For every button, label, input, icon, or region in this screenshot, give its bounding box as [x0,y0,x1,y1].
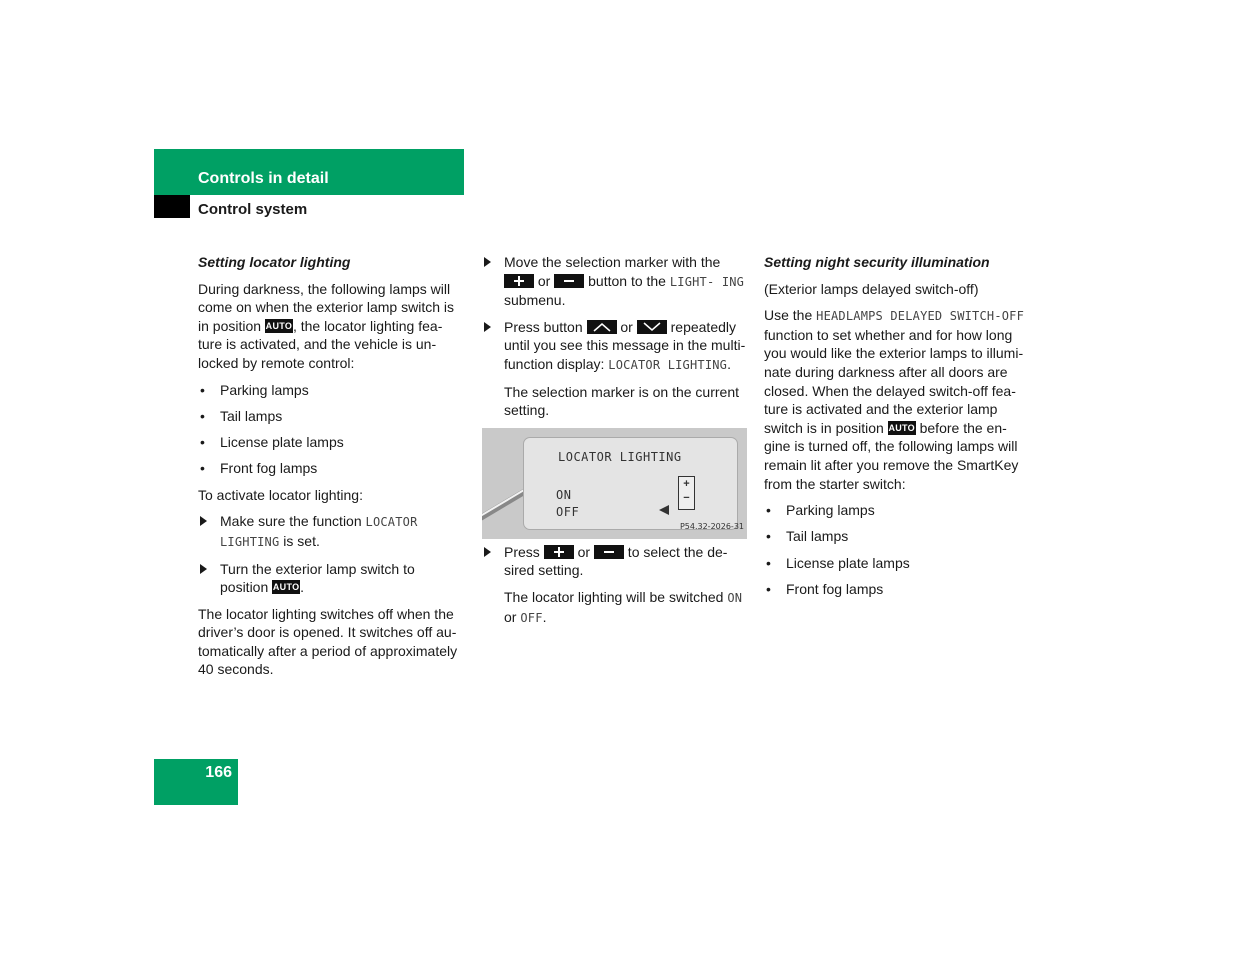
list-item: • Tail lamps [764,527,1034,546]
multifunction-display-figure [482,428,747,539]
step-arrow-icon [200,564,207,574]
list-item: • License plate lamps [198,433,464,452]
list-item: • Parking lamps [764,501,1034,520]
display-text: LOCATOR LIGHTING [608,357,728,372]
paragraph-outro: The locator lighting switches off when the driver’s door is opened. It switches off au- tomatically after a period of approximately 40 seconds. [198,605,458,678]
display-text: LOCATOR LIGHTING [220,515,418,549]
auto-switch-icon: AUTO [888,423,915,434]
heading-night-security: Setting night security illumination [764,254,990,270]
display-text: OFF [520,610,543,625]
plus-icon [544,545,574,559]
auto-switch-icon: AUTO [272,582,300,593]
result-note: The locator lighting will be switched ON or OFF. [504,588,743,625]
figure-code: P54.32-2026-31 [679,522,744,532]
display-minus: − [683,491,690,504]
display-option-off: OFF [556,504,580,519]
paragraph-night-security: Use the HEADLAMPS DELAYED SWITCH-OFF function to set whether and for how long you would like the exterior lamps to illumi- nate during darkness after all doors are closed. When the delayed switch-off fea- ture is activated and the exterior lamp switch is in position AUTO before the en- gine is turned off, the following lamps will remain lit after you remove the SmartKey from the starter switch: [764,307,1025,492]
column-night-security [764,253,1034,606]
lcd-screen [523,437,738,530]
minus-icon [554,274,584,288]
display-text: LIGHT- ING [669,274,745,289]
up-arrow-icon [587,320,617,334]
display-text: ON [727,590,743,605]
step-arrow-icon [484,547,491,557]
lamp-list [764,501,1034,598]
list-item: • Tail lamps [198,407,464,426]
step-press-arrows: Press button or repeatedly until you see this message in the multi- function display: LOCATOR LIGHTING. [482,318,748,375]
list-item: • Parking lamps [198,381,464,400]
activate-label: To activate locator lighting: [198,486,363,503]
display-title: LOCATOR LIGHTING [558,449,682,464]
step-arrow-icon [484,322,491,332]
heading-locator-lighting: Setting locator lighting [198,254,351,270]
plus-icon [504,274,534,288]
list-item: • Front fog lamps [764,580,1034,599]
selection-marker-icon [658,505,670,515]
page-number: 166 [205,764,232,781]
plus-minus-scale [678,476,695,510]
step-turn-switch: Turn the exterior lamp switch to position AUTO. [198,560,464,597]
step-arrow-icon [200,516,207,526]
column-procedure [482,253,748,635]
step-arrow-icon [484,257,491,267]
subsection-title: Control system [198,201,308,218]
auto-switch-icon: AUTO [265,321,293,332]
step-move-marker: Move the selection marker with the or button to the LIGHT- ING submenu. [482,253,748,310]
subheading-delayed-switch-off: (Exterior lamps delayed switch-off) [764,280,979,297]
down-arrow-icon [637,320,667,334]
list-item: • License plate lamps [764,554,1034,573]
section-title: Controls in detail [198,170,329,187]
minus-icon [594,545,624,559]
display-text: HEADLAMPS DELAYED SWITCH-OFF [816,309,1025,324]
subsection-marker [154,195,190,218]
list-item: • Front fog lamps [198,459,464,478]
step-select-setting: Press or to select the de- sired setting. [482,543,748,580]
step-check-function: Make sure the function LOCATOR LIGHTING is set. [198,512,464,551]
display-option-on: ON [556,487,572,502]
lamp-list [198,381,464,478]
paragraph-intro: During darkness, the following lamps will come on when the exterior lamp switch is in position AUTO, the locator lighting fea- ture is activated, and the vehicle is un- locked by remote control: [198,280,454,371]
marker-note: The selection marker is on the current setting. [504,383,739,419]
display-plus: + [683,477,690,490]
column-locator-lighting [198,253,464,687]
